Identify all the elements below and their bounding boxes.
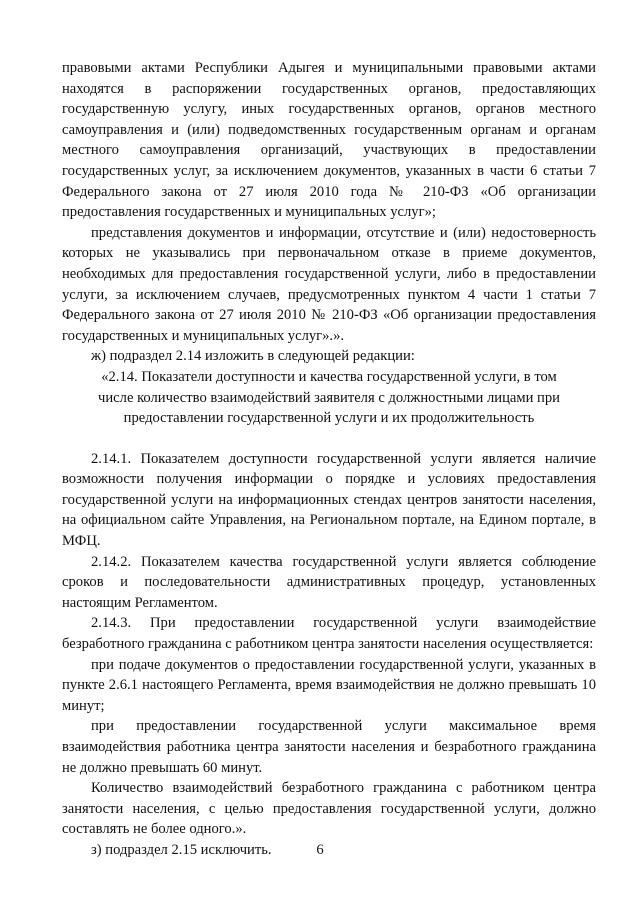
paragraph-subsection-2-14-intro: ж) подраздел 2.14 изложить в следующей редакции:: [91, 348, 415, 365]
paragraph-2-14-2: 2.14.2. Показателем качества государственной услуги является соблюдение сроков и последовательности административных процедур, установленных настоящим Регламентом.: [62, 553, 596, 611]
paragraph-submission-time: при подаче документов о предоставлении государственной услуги, указанных в пункте 2.6.1 настоящего Регламента, время взаимодействия не должно превышать 10 минут;: [62, 656, 596, 714]
paragraph-2-14-1: 2.14.1. Показателем доступности государственной услуги является наличие возможности получения информации о порядке и условиях предоставления государственной услуги на информационных стендах центров занятости населения, на официальном сайте Управления, на Региональном портале, на Едином портале, в МФЦ.: [62, 450, 596, 550]
spacer: [62, 429, 596, 449]
page-number: 6: [316, 842, 324, 858]
heading-line-2: числе количество взаимодействий заявителя с должностными лицами при: [98, 389, 560, 406]
heading-line-1: «2.14. Показатели доступности и качества государственной услуги, в том: [101, 368, 557, 385]
paragraph-subsection-2-15: з) подраздел 2.15 исключить.: [91, 841, 272, 858]
paragraph-service-time: при предоставлении государственной услуги максимальное время взаимодействия работника центра занятости населения и безработного гражданина не должно превышать 60 минут.: [62, 718, 596, 776]
paragraph-2-14-3: 2.14.3. При предоставлении государственной услуги взаимодействие безработного гражданина с работником центра занятости населения осуществляется:: [62, 615, 596, 653]
paragraph-interaction-count: Количество взаимодействий безработного гражданина с работником центра занятости населения, с целью предоставления государственной услуги, должно составлять не более одного.».: [62, 780, 596, 838]
section-heading-2-14: [62, 367, 596, 429]
document-body: [62, 58, 596, 861]
heading-line-3: предоставлении государственной услуги и их продолжительность: [123, 410, 535, 427]
paragraph-continuation: правовыми актами Республики Адыгея и муниципальными правовыми актами находятся в распоряжении государственных органов, предоставляющих государственную услугу, иных государственных органов, органов местного самоуправления и (или) подведомственных государственным органам и органам местного самоуправления организаций, участвующих в предоставлении государственных услуг, за исключением документов, указанных в части 6 статьи 7 Федерального закона от 27 июля 2010 года № 210-ФЗ «Об организации предоставления государственных и муниципальных услуг»;: [62, 60, 596, 221]
paragraph-documents-submission: представления документов и информации, отсутствие и (или) недостоверность которых не указывались при первоначальном отказе в приеме документов, необходимых для предоставления государственной услуги, либо в предоставлении услуги, за исключением случаев, предусмотренных пунктом 4 части 1 статьи 7 Федерального закона от 27 июля 2010 № 210-ФЗ «Об организации предоставления государственных и муниципальных услуг».».: [62, 224, 596, 344]
